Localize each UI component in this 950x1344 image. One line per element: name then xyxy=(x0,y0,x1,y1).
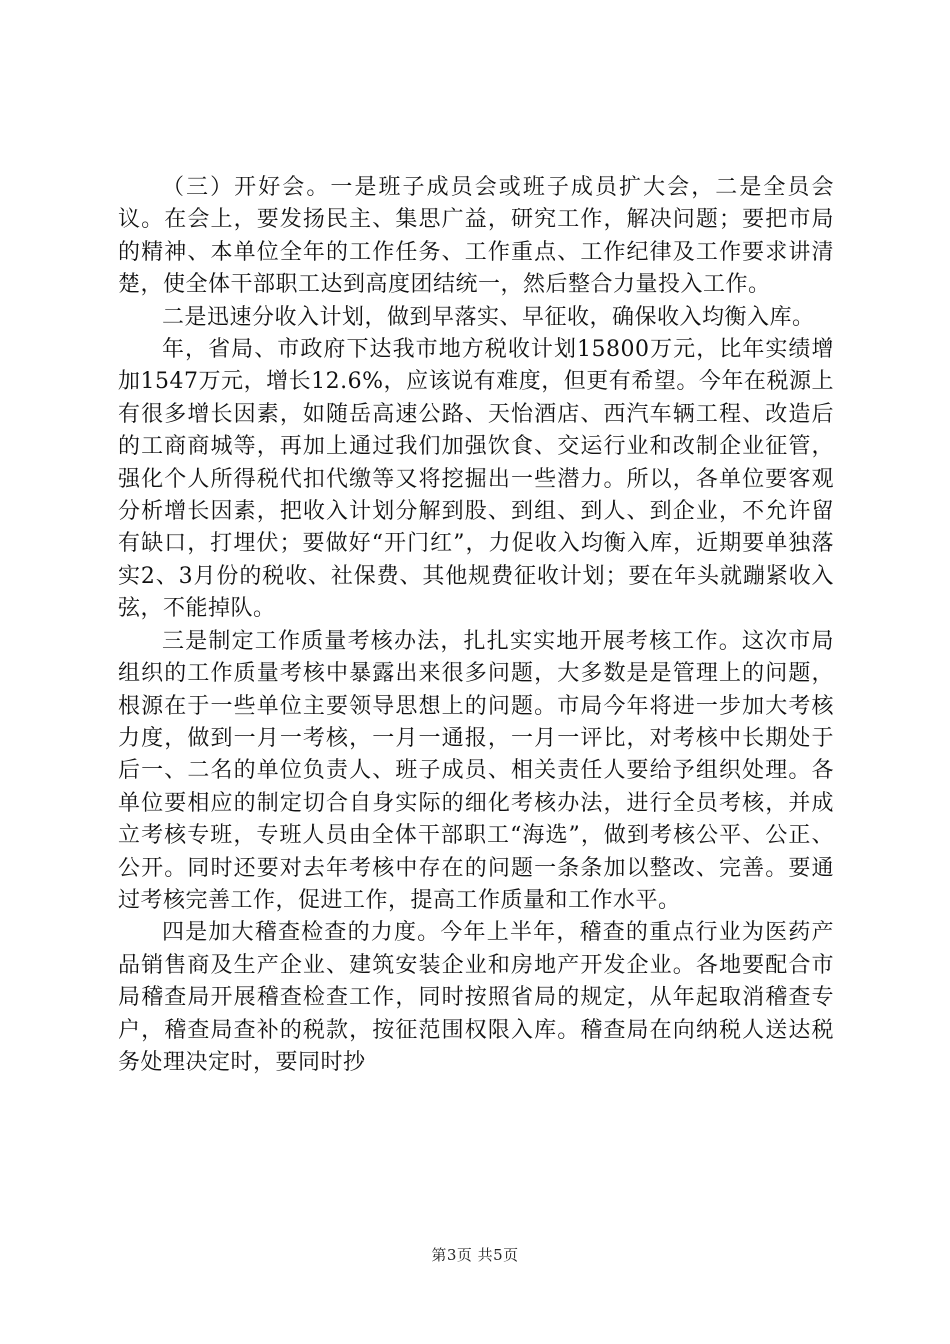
paragraph-tax-plan: 年，省局、市政府下达我市地方税收计划15800万元，比年实绩增加1547万元，增长12.6%，应该说有难度，但更有希望。今年在税源上有很多增长因素，如随岳高速公路、天怡酒店、西汽车辆工程、改造后的工商商城等，再加上通过我们加强饮食、交运行业和改制企业征管，强化个人所得税代扣代缴等又将挖掘出一些潜力。所以，各单位要客观分析增长因素，把收入计划分解到股、到组、到人、到企业，不允许留有缺口，打埋伏；要做好“开门红”，力促收入均衡入库，近期要单独落实2、3月份的税收、社保费、其他规费征收计划；要在年头就蹦紧收入弦，不能掉队。 xyxy=(118,337,834,622)
page-number-footer: 第3页 共5页 xyxy=(431,1246,519,1264)
paragraph-inspection: 四是加大稽查检查的力度。今年上半年，稽查的重点行业为医药产品销售商及生产企业、建筑安装企业和房地产开发企业。各地要配合市局稽查局开展稽查检查工作，同时按照省局的规定，从年起取消稽查专户，稽查局查补的税款，按征范围权限入库。稽查局在向纳税人送达税务处理决定时，要同时抄 xyxy=(118,920,834,1075)
paragraph-meetings: （三）开好会。一是班子成员会或班子成员扩大会，二是全员会议。在会上，要发扬民主、集思广益，研究工作，解决问题；要把市局的精神、本单位全年的工作任务、工作重点、工作纪律及工作要求讲清楚，使全体干部职工达到高度团结统一，然后整合力量投入工作。 xyxy=(118,175,834,298)
paragraph-quality-assessment: 三是制定工作质量考核办法，扎扎实实地开展考核工作。这次市局组织的工作质量考核中暴露出来很多问题，大多数是是管理上的问题，根源在于一些单位主要领导思想上的问题。市局今年将进一步加大考核力度，做到一月一考核，一月一通报，一月一评比，对考核中长期处于后一、二名的单位负责人、班子成员、相关责任人要给予组织处理。各单位要相应的制定切合自身实际的细化考核办法，进行全员考核，并成立考核专班，专班人员由全体干部职工“海选”，做到考核公平、公正、公开。同时还要对去年考核中存在的问题一条条加以整改、完善。要通过考核完善工作，促进工作，提高工作质量和工作水平。 xyxy=(118,628,834,913)
document-body xyxy=(118,172,834,1079)
paragraph-income-plan-heading: 二是迅速分收入计划，做到早落实、早征收，确保收入均衡入库。 xyxy=(162,304,815,330)
